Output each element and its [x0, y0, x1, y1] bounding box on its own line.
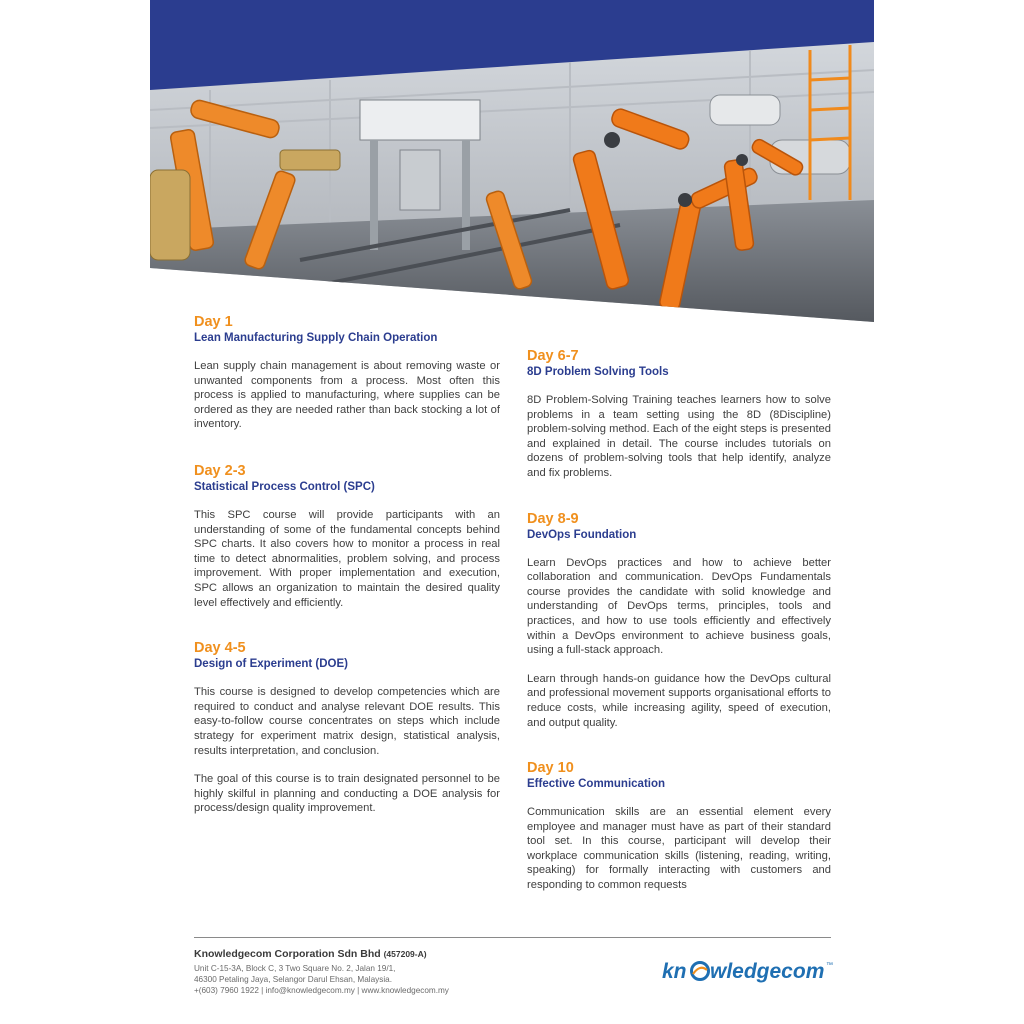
section-day-6-7	[527, 348, 831, 481]
course-description: This SPC course will provide participants with an understanding of some of the fundamental concepts behind SPC charts. It also covers how to monitor a process in real time to detect abnormalities, problem solving, and process improvement. With proper implementation and execution, SPC allows an organization to maintain the desired quality level effectively and efficiently.	[194, 508, 500, 609]
course-title: Effective Communication	[527, 778, 666, 791]
day-heading: Day 10	[527, 760, 574, 777]
course-description: The goal of this course is to train designated personnel to be highly skilful in planning and conducting a DOE analysis for process/design quality improvement.	[194, 773, 500, 815]
address-line-1: Unit C-15-3A, Block C, 3 Two Square No. 2, Jalan 19/1,	[194, 964, 396, 973]
course-description: 8D Problem-Solving Training teaches learners how to solve problems in a team setting using the 8D (8Discipline) problem-solving method. Each of the eight steps is presented and explained in detail. The course includes tutorials on dozens of problem-solving tools that help identify, analyze and fix problems.	[527, 394, 831, 479]
left-column	[194, 314, 500, 830]
day-heading: Day 2-3	[194, 462, 246, 479]
day-heading: Day 1	[194, 314, 233, 330]
course-description: Lean supply chain management is about removing waste or unwanted components from a process. Most often this process is applied to manufacturing, where supplies can be ordered as they are needed rather than back stocking a lot of inventory.	[194, 360, 500, 431]
trademark-symbol: ™	[826, 962, 833, 969]
day-heading: Day 8-9	[527, 510, 579, 527]
day-heading: Day 4-5	[194, 640, 246, 657]
section-day-4-5	[194, 640, 500, 816]
course-description: Learn through hands-on guidance how the DevOps cultural and professional movement supports organisational efforts to reduce costs, while increasing agility, speed of execution, and output quality.	[527, 672, 831, 729]
section-day-2-3	[194, 463, 500, 610]
course-title: 8D Problem Solving Tools	[527, 366, 669, 378]
factory-robots-image	[150, 0, 874, 322]
footer-divider	[194, 937, 831, 938]
company-name-text: Knowledgecom Corporation Sdn Bhd	[194, 948, 381, 960]
right-column	[527, 348, 831, 907]
brochure-page	[150, 0, 874, 1024]
section-day-1	[194, 314, 500, 432]
section-day-8-9	[527, 511, 831, 731]
course-description: This course is designed to develop competencies which are required to conduct and analyse relevant DOE results. This easy-to-follow course concentrates on steps which include strategy for experiment matrix design, statistical analysis, results interpretation, and conclusion.	[194, 686, 500, 757]
globe-swirl-icon	[692, 963, 709, 980]
knowledgecom-logo	[662, 958, 834, 984]
course-description: Learn DevOps practices and how to achieve better collaboration and communication. DevOps Fundamentals course provides the candidate with solid knowledge and understanding of DevOps terms, principles, tools and practices, and how to use tools efficiently and effectively within a DevOps environment to achieve business goals, using a full-stack approach.	[527, 556, 831, 657]
company-name	[194, 948, 594, 960]
contact-line: +(603) 7960 1922 | info@knowledgecom.my | www.knowledgecom.my	[194, 986, 449, 995]
course-description: Communication skills are an essential element every employee and manager must have as part of their standard tool set. In this course, participant will develop their workplace communication skills (listening, reading, writing, speaking) for formally interacting with customers and responding to common requests	[527, 806, 831, 892]
day-heading: Day 6-7	[527, 348, 579, 364]
logo-suffix: wledgecom	[710, 960, 825, 983]
address-line-2: 46300 Petaling Jaya, Selangor Darul Ehsan, Malaysia.	[194, 975, 392, 984]
course-title: Statistical Process Control (SPC)	[194, 480, 375, 493]
company-registration: (457209-A)	[383, 949, 427, 959]
section-day-10	[527, 760, 831, 893]
hero-banner	[150, 0, 874, 322]
course-title: Design of Experiment (DOE)	[194, 658, 348, 671]
logo-prefix: kn	[662, 960, 687, 983]
course-title: Lean Manufacturing Supply Chain Operation	[194, 332, 438, 344]
course-title: DevOps Foundation	[527, 528, 637, 541]
footer-contact	[194, 948, 594, 996]
